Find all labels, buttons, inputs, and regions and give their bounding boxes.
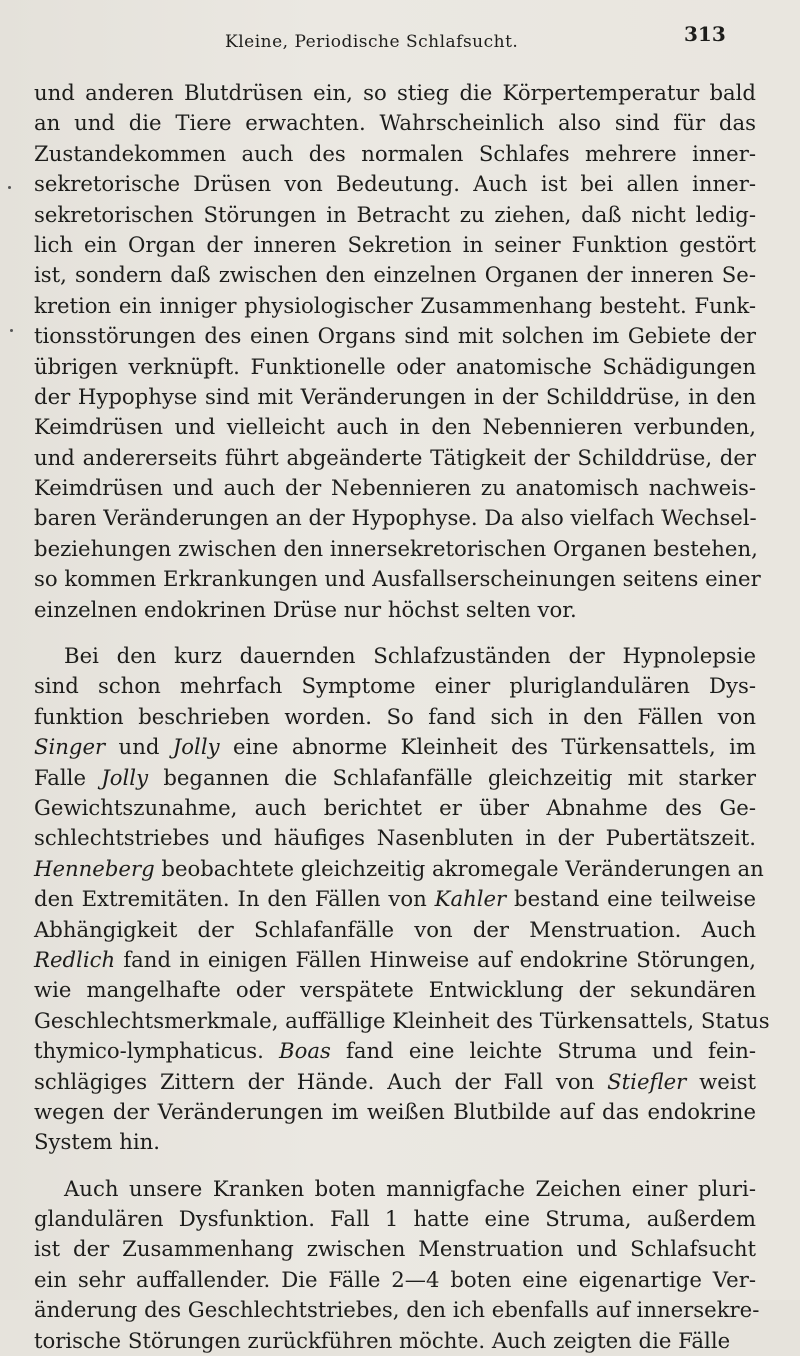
text-segment: fand eine leichte Struma und fein- <box>330 1038 756 1064</box>
text-line <box>34 1174 756 1204</box>
text-line <box>34 230 756 260</box>
text-line <box>34 1127 756 1157</box>
paragraph-gap <box>34 625 756 641</box>
margin-speck <box>8 186 11 189</box>
paragraph <box>34 1174 760 1356</box>
text-line <box>34 915 756 945</box>
text-line <box>34 169 756 199</box>
text-line <box>34 200 756 230</box>
text-line <box>34 823 756 853</box>
text-line <box>34 1234 756 1264</box>
text-segment: sind schon mehrfach Symptome einer pluriglandulären Dys- <box>34 673 756 699</box>
text-segment: Bei den kurz dauernden Schlafzuständen der Hypnolepsie <box>64 643 756 669</box>
text-segment: und andererseits führt abgeänderte Tätigkeit der Schilddrüse, der <box>34 444 756 470</box>
text-line <box>34 260 756 290</box>
text-line <box>34 1006 770 1036</box>
text-segment: Auch unsere Kranken boten mannigfache Zeichen einer pluri- <box>64 1175 756 1201</box>
text-segment: beziehungen zwischen den innersekretorischen Organen bestehen, <box>34 535 758 561</box>
running-title: Kleine, Periodische Schlafsucht. <box>225 32 519 52</box>
author-name: Singer <box>34 734 106 760</box>
page-header <box>0 18 800 58</box>
text-line <box>34 702 756 732</box>
text-line <box>34 382 756 412</box>
text-segment: der Hypophyse sind mit Veränderungen in der Schilddrüse, in den <box>34 383 756 409</box>
text-line <box>34 1326 756 1356</box>
text-segment: schlechtstriebes und häufiges Nasenbluten in der Pubertätszeit. <box>34 825 756 851</box>
paragraph <box>34 641 770 1158</box>
text-segment: Geschlechtsmerkmale, auffällige Kleinheit des Türkensattels, Status <box>34 1007 770 1033</box>
text-segment: einzelnen endokrinen Drüse nur höchst selten vor. <box>34 596 577 622</box>
text-line <box>34 641 756 671</box>
text-segment: änderung des Geschlechtstriebes, den ich ebenfalls auf innersekre- <box>34 1297 760 1323</box>
author-name: Stiefler <box>607 1068 687 1094</box>
author-name: Boas <box>279 1038 331 1064</box>
text-segment: funktion beschrieben worden. So fand sich in den Fällen von <box>34 703 756 729</box>
text-line <box>34 1204 756 1234</box>
text-segment: schlägiges Zittern der Hände. Auch der Fall von <box>34 1068 608 1094</box>
text-segment: tionsstörungen des einen Organs sind mit solchen im Gebiete der <box>34 323 756 349</box>
text-line <box>34 78 756 108</box>
text-line <box>34 1067 756 1097</box>
text-segment: wegen der Veränderungen im weißen Blutbilde auf das endokrine <box>34 1098 756 1124</box>
text-segment: ein sehr auffallender. Die Fälle 2—4 boten eine eigenartige Ver- <box>34 1266 756 1292</box>
text-line <box>34 108 756 138</box>
text-segment: sekretorischen Störungen in Betracht zu ziehen, daß nicht ledig- <box>34 201 756 227</box>
text-segment: an und die Tiere erwachten. Wahrscheinlich also sind für das <box>34 110 756 136</box>
author-name: Kahler <box>434 886 507 912</box>
text-segment: torische Störungen zurückführen möchte. Auch zeigten die Fälle <box>34 1327 731 1353</box>
text-line <box>34 564 761 594</box>
text-line <box>34 793 756 823</box>
text-segment: Zustandekommen auch des normalen Schlafes mehrere inner- <box>34 140 756 166</box>
text-line <box>34 732 756 762</box>
text-segment: sekretorische Drüsen von Bedeutung. Auch ist bei allen inner- <box>34 171 756 197</box>
text-segment: fand in einigen Fällen Hinweise auf endokrine Störungen, <box>115 946 756 972</box>
text-segment: System hin. <box>34 1129 161 1155</box>
paragraph <box>34 78 761 625</box>
text-segment: thymico-lymphaticus. <box>34 1038 280 1064</box>
text-line <box>34 139 756 169</box>
text-line <box>34 1097 756 1127</box>
author-name: Henneberg <box>34 855 155 881</box>
text-segment: Keimdrüsen und auch der Nebennieren zu anatomisch nachweis- <box>34 475 756 501</box>
text-line <box>34 1036 756 1066</box>
text-segment: weist <box>686 1068 756 1094</box>
text-line <box>34 1265 756 1295</box>
author-name: Redlich <box>34 946 116 972</box>
text-line <box>34 534 756 564</box>
text-line <box>34 884 756 914</box>
text-segment: so kommen Erkrankungen und Ausfallserscheinungen seitens einer <box>34 566 761 592</box>
text-segment: wie mangelhafte oder verspätete Entwicklung der sekundären <box>34 977 756 1003</box>
text-segment: ist, sondern daß zwischen den einzelnen Organen der inneren Se- <box>34 262 756 288</box>
paragraph-gap <box>34 1158 756 1174</box>
text-line <box>34 352 756 382</box>
text-line <box>34 443 756 473</box>
text-segment: Falle <box>34 764 102 790</box>
text-segment: Keimdrüsen und vielleicht auch in den Nebennieren verbunden, <box>34 414 756 440</box>
text-segment: bestand eine teilweise <box>506 886 756 912</box>
text-segment: den Extremitäten. In den Fällen von <box>34 886 435 912</box>
text-segment: glandulären Dysfunktion. Fall 1 hatte eine Struma, außerdem <box>34 1206 756 1232</box>
text-line <box>34 595 756 625</box>
page-number: 313 <box>684 22 726 46</box>
author-name: Jolly <box>101 764 149 790</box>
text-segment: und <box>105 734 173 760</box>
text-segment: begannen die Schlafanfälle gleichzeitig mit starker <box>148 764 756 790</box>
body-text <box>34 78 770 1356</box>
margin-speck <box>10 329 13 332</box>
text-line <box>34 854 764 884</box>
text-line <box>34 412 756 442</box>
text-segment: Gewichtszunahme, auch berichtet er über Abnahme des Ge- <box>34 794 756 820</box>
text-segment: übrigen verknüpft. Funktionelle oder anatomische Schädigungen <box>34 353 756 379</box>
text-segment: baren Veränderungen an der Hypophyse. Da also vielfach Wechsel- <box>34 505 757 531</box>
text-segment: Abhängigkeit der Schlafanfälle von der Menstruation. Auch <box>34 916 756 942</box>
text-line <box>34 473 756 503</box>
text-line <box>34 503 756 533</box>
text-segment: kretion ein inniger physiologischer Zusammenhang besteht. Funk- <box>34 292 756 318</box>
text-line <box>34 975 756 1005</box>
text-segment: ist der Zusammenhang zwischen Menstruation und Schlafsucht <box>34 1236 756 1262</box>
text-line <box>34 291 756 321</box>
text-line <box>34 671 756 701</box>
text-segment: lich ein Organ der inneren Sekretion in seiner Funktion gestört <box>34 231 756 257</box>
author-name: Jolly <box>172 734 220 760</box>
text-segment: und anderen Blutdrüsen ein, so stieg die Körpertemperatur bald <box>34 80 756 105</box>
text-line <box>34 945 756 975</box>
text-line <box>34 321 756 351</box>
text-segment: eine abnorme Kleinheit des Türkensattels, im <box>219 734 756 760</box>
text-segment: beobachtete gleichzeitig akromegale Veränderungen an <box>154 855 764 881</box>
text-line <box>34 763 756 793</box>
